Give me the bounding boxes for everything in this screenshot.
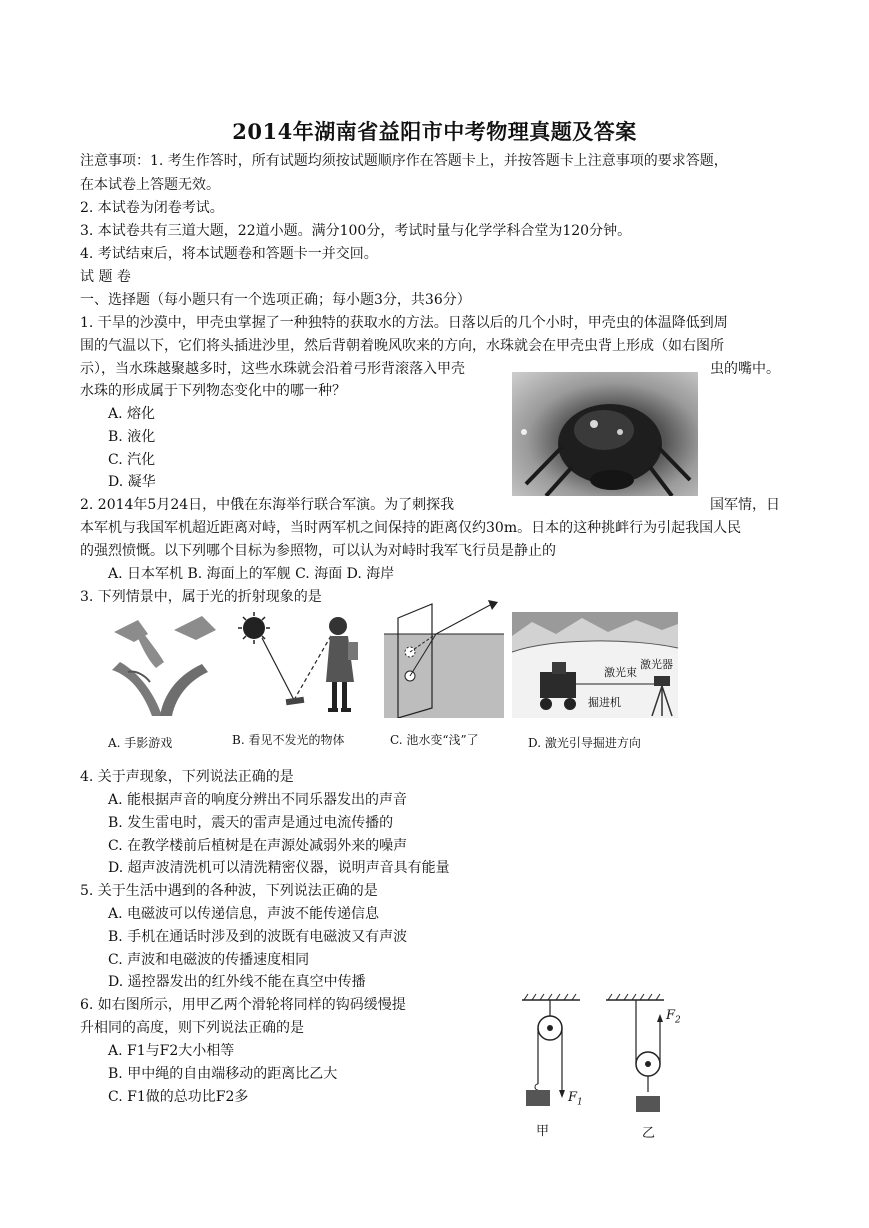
q6-option: B. 甲中绳的自由端移动的距离比乙大	[108, 1066, 338, 1082]
notes-line-1: 注意事项：1. 考生作答时，所有试题均须按试题顺序作在答题卡上，并按答题卡上注意事项的要求答题，	[80, 153, 728, 169]
q2-line-1-tail: 国军情，日	[710, 497, 780, 513]
laser-beam-label: 激光束	[604, 666, 637, 679]
q6-option: A. F1与F2大小相等	[108, 1043, 235, 1059]
notes-line-5: 4. 考试结束后，将本试题卷和答题卡一并交回。	[80, 246, 378, 262]
q1-option: B. 液化	[108, 429, 156, 445]
q6-line-1: 6. 如右图所示，用甲乙两个滑轮将同样的钩码缓慢提	[80, 997, 406, 1013]
beetle-photo	[512, 372, 698, 496]
q3-caption-c: C. 池水变“浅”了	[390, 733, 479, 747]
q4-option: C. 在教学楼前后植树是在声源处减弱外来的噪声	[108, 838, 408, 854]
q1-option: D. 凝华	[108, 474, 156, 490]
q2-line-2: 本军机与我国军机超近距离对峙，当时两军机之间保持的距离仅约30m。日本的这种挑衅行为引起我国人民	[80, 520, 742, 536]
q2-line-1: 2. 2014年5月24日，中俄在东海举行联合军演。为了刺探我	[80, 497, 455, 513]
force-f1-label: $F_1$	[568, 1090, 583, 1108]
section-heading: 一、选择题（每小题只有一个选项正确；每小题3分，共36分）	[80, 292, 471, 308]
q2-line-3: 的强烈愤慨。以下列哪个目标为参照物，可以认为对峙时我军飞行员是静止的	[80, 543, 556, 559]
pulley-yi-label: 乙	[642, 1126, 656, 1141]
force-f2-label: $F_2$	[666, 1008, 681, 1026]
reflection-figure	[236, 612, 376, 718]
q1-line-1: 1. 干旱的沙漠中，甲壳虫掌握了一种独特的获取水的方法。日落以后的几个小时，甲壳虫的体温降低到周	[80, 315, 728, 331]
hand-shadow-figure	[104, 612, 228, 718]
refraction-figure	[384, 596, 504, 718]
q5-option: D. 遥控器发出的红外线不能在真空中传播	[108, 974, 366, 990]
q2-options: A. 日本军机 B. 海面上的军舰 C. 海面 D. 海岸	[108, 566, 395, 582]
q4-stem: 4. 关于声现象，下列说法正确的是	[80, 769, 294, 785]
q1-line-3: 示），当水珠越聚越多时，这些水珠就会沿着弓形背滚落入甲壳	[80, 361, 465, 377]
q4-option: B. 发生雷电时，震天的雷声是通过电流传播的	[108, 815, 394, 831]
q1-line-4: 水珠的形成属于下列物态变化中的哪一种？	[80, 383, 346, 399]
q6-option: C. F1做的总功比F2多	[108, 1089, 249, 1105]
pulley-jia-label: 甲	[536, 1124, 550, 1139]
q5-option: A. 电磁波可以传递信息，声波不能传递信息	[108, 906, 380, 922]
q1-line-3-tail: 虫的嘴中。	[710, 361, 780, 377]
q1-line-2: 围的气温以下，它们将头插进沙里，然后背朝着晚风吹来的方向，水珠就会在甲壳虫背上形成（如右图所	[80, 338, 724, 354]
page-title: 2014年湖南省益阳市中考物理真题及答案	[232, 119, 637, 144]
q5-option: B. 手机在通话时涉及到的波既有电磁波又有声波	[108, 929, 408, 945]
pulley-figure	[514, 992, 694, 1142]
q5-stem: 5. 关于生活中遇到的各种波，下列说法正确的是	[80, 883, 378, 899]
q5-option: C. 声波和电磁波的传播速度相同	[108, 952, 310, 968]
notes-line-4: 3. 本试卷共有三道大题，22道小题。满分100分，考试时量与化学学科合堂为120分钟。	[80, 223, 632, 239]
q1-option: A. 熔化	[108, 406, 156, 422]
q4-option: D. 超声波清洗机可以清洗精密仪器，说明声音具有能量	[108, 860, 450, 876]
laser-tunnel-figure	[512, 612, 678, 718]
q6-line-2: 升相同的高度，则下列说法正确的是	[80, 1020, 304, 1036]
q1-option: C. 汽化	[108, 452, 156, 468]
paper-label: 试 题 卷	[80, 269, 131, 285]
notes-line-3: 2. 本试卷为闭卷考试。	[80, 200, 224, 216]
laser-device-label: 激光器	[640, 658, 673, 671]
notes-line-2: 在本试卷上答题无效。	[80, 177, 220, 193]
tunneler-label: 掘进机	[588, 696, 621, 709]
q4-option: A. 能根据声音的响度分辨出不同乐器发出的声音	[108, 792, 408, 808]
q3-caption-a: A. 手影游戏	[108, 736, 173, 750]
q3-stem: 3. 下列情景中，属于光的折射现象的是	[80, 589, 322, 605]
q3-caption-b: B. 看见不发光的物体	[232, 733, 345, 747]
q3-caption-d: D. 激光引导掘进方向	[528, 736, 641, 750]
